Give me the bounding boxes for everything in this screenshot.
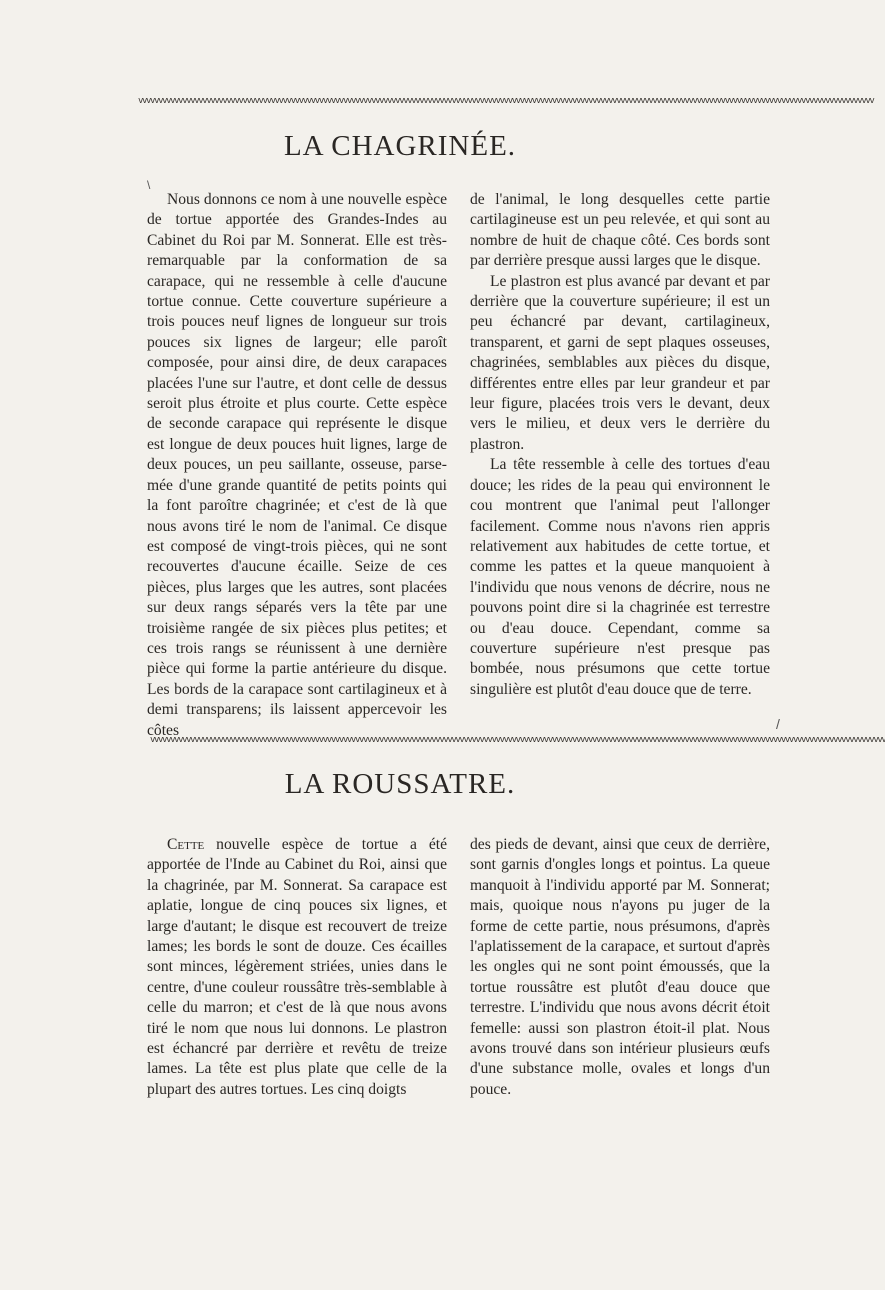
article1-paragraph-3: La tête ressemble à celle des tortues d'eau douce; les rides de la peau qui environnent le cou montrent que l'animal peut l'allonger facilement. Comme nous n'avons rien appris relativement aux habitudes de cette tortue, et comme les pattes et la queue manquoient à l'individu que nous venons de décrire, nous ne pouvons point dire si la chagrinée est terrestre ou d'eau douce. Cependant, comme sa couverture supérieure n'est presque pas bombée, nous présumons que cette tortue singulière est plutôt d'eau douce que de terre. xyxy=(470,456,770,698)
article1-paragraph-1-continued: de l'animal, le long desquelles cette partie cartilagineuse est un peu relevée, et qui sont au nombre de huit de chaque côté. Ces bords sont par derrière presque aussi larges que le disque. xyxy=(470,191,770,270)
top-ornament-rule: vvvvvvvvvvvvvvvvvvvvvvvvvvvvvvvvvvvvvvvvvvvvvvvvvvvvvvvvvvvvvvvvvvvvvvvvvvvvvvvvvvvvvvvvvvvvvvvvvvvvvvvvvvvvvvvvvvvvvvvvvvvvvvvvvvvvvvvvvvvvvvvvvvvvvvvvvvvvvvvvvvvvvvvvvvvvvvvvvvvvvvv xyxy=(138,96,874,106)
article2-left-column xyxy=(147,835,447,1100)
article1-paragraph-2: Le plastron est plus avancé par devant et par derrière que la couverture supérieure; il est un peu échancré par devant, cartilagineux, transparent, et garni de sept plaques osseuses, chagrinées, semblables aux pièces du disque, différentes entre elles par leur grandeur et par leur figure, placées trois vers le devant, deux vers le milieu, et deux vers le derrière du plastron. xyxy=(470,272,770,453)
article1-left-column xyxy=(147,190,447,741)
article-title-chagrinee: LA CHAGRINÉE. xyxy=(283,130,517,162)
lead-words: Cette xyxy=(167,836,205,853)
article2-right-column xyxy=(470,835,770,1100)
article2-paragraph-1 xyxy=(147,835,447,1100)
article2-paragraph-1-continued: des pieds de devant, ainsi que ceux de derrière, sont garnis d'ongles longs et pointus. La queue manquoit à l'individu apporté par M. Sonnerat; mais, quoique nous n'ayons pu juger de la forme de cette partie, nous présumons, d'après l'aplatissement de la carapace, et surtout d'après les ongles qui ne sont point émoussés, que la tortue roussâtre est plutôt d'eau douce que terrestre. L'individu que nous avons décrit étoit femelle: aussi son plastron étoit-il plat. Nous avons trouvé dans son intérieur plusieurs œufs d'une substance molle, ovales et longs d'un pouce. xyxy=(470,836,770,1098)
article1-right-column xyxy=(470,190,770,700)
stray-mark: \ xyxy=(147,178,151,192)
article1-paragraph-1: Nous donnons ce nom à une nouvelle espèce de tortue apportée des Grandes-Indes au Cabinet du Roi par M. Sonnerat. Elle est très-remarquable par la conformation de sa carapace, qui ne ressemble à celle d'aucune tortue connue. Cette couverture supérieure a trois pouces neuf lignes de longueur sur trois pouces six lignes de largeur; elle paroît composée, pour ainsi dire, de deux carapaces placées l'une sur l'autre, et dont celle de dessus seroit plus étroite et plus courte. Cette espèce de seconde carapace qui représente le disque est longue de deux pouces huit lignes, large de deux pouces, un peu saillante, osseuse, parsemée d'une grande quantité de petits points qui la font paroître chagrinée; et c'est de là que nous avons tiré le nom de l'animal. Ce disque est composé de vingt-trois pièces, qui ne sont recouvertes d'aucune écaille. Seize de ces pièces, plus larges que les autres, sont placées sur deux rangs séparés vers la tête par une troisième rangée de six pièces plus petites; et ces trois rangs se réunissent à une dernière pièce qui forme la partie antérieure du disque. Les bords de la carapace sont cartilagineux et à demi transparens; ils laissent appercevoir les côtes xyxy=(147,191,447,739)
article-title-roussatre: LA ROUSSATRE. xyxy=(284,768,516,800)
stray-mark-right: / xyxy=(776,716,780,732)
article2-paragraph-1-text: nouvelle espèce de tortue a été apportée de l'Inde au Cabinet du Roi, ainsi que la chagrinée, par M. Sonnerat. Sa carapace est aplatie, longue de cinq pouces six lignes, et large d'autant; le disque est recouvert de treize lames; les bords le sont de douze. Ces écailles sont minces, légèrement striées, unies dans le centre, d'une couleur roussâtre très-semblable à celle du marron; et c'est de là que nous avons tiré le nom que nous lui donnons. Le plastron est échancré par derrière et revêtu de treize lames. La tête est plus plate que celle de la plupart des autres tortues. Les cinq doigts xyxy=(147,836,447,1098)
middle-ornament-rule: vvvvvvvvvvvvvvvvvvvvvvvvvvvvvvvvvvvvvvvvvvvvvvvvvvvvvvvvvvvvvvvvvvvvvvvvvvvvvvvvvvvvvvvvvvvvvvvvvvvvvvvvvvvvvvvvvvvvvvvvvvvvvvvvvvvvvvvvvvvvvvvvvvvvvvvvvvvvvvvvvvvvvvvvvvvvvvvvvvvvvvv xyxy=(150,735,885,745)
